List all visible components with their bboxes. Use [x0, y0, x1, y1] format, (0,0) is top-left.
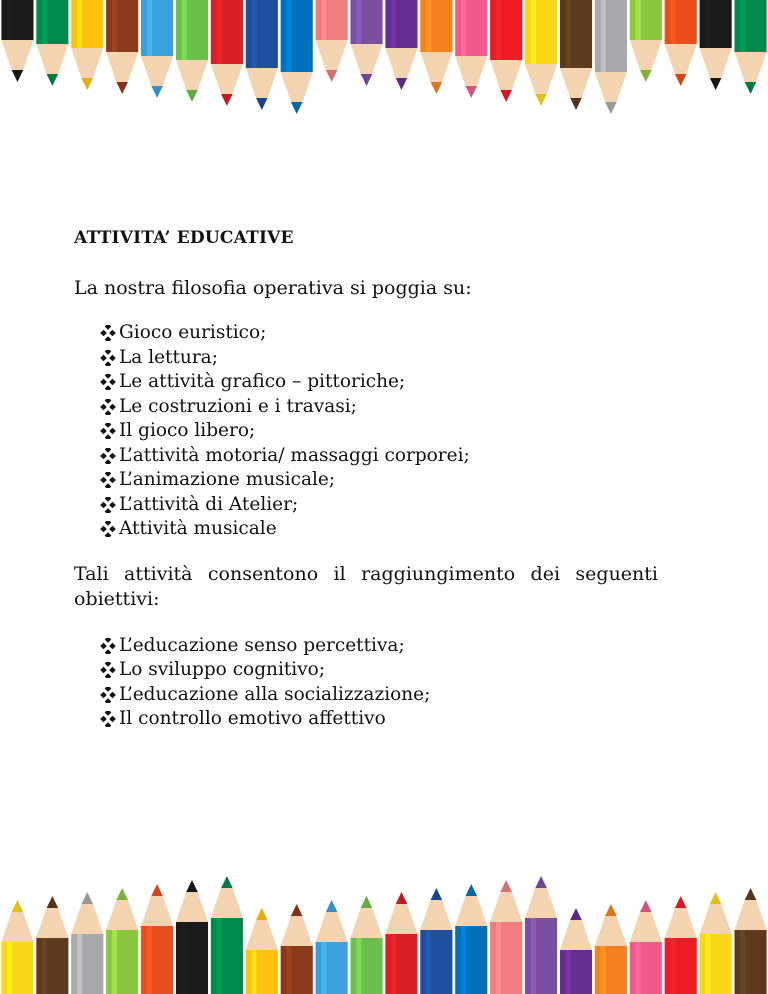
- intro-text: La nostra filosofia operativa si poggia su:: [74, 277, 472, 299]
- top-pencils-band: [0, 0, 768, 140]
- list-item: [100, 683, 658, 708]
- pencil-icon: [246, 908, 278, 994]
- pencil-icon: [490, 0, 522, 102]
- pencil-icon: [316, 0, 348, 82]
- pencil-icon: [176, 880, 208, 994]
- pencil-icon: [106, 888, 138, 994]
- list-item: [100, 468, 658, 493]
- four-diamond-bullet-icon: [100, 472, 116, 488]
- pencil-icon: [211, 876, 243, 994]
- list-item-text: Le attività grafico – pittoriche;: [119, 371, 406, 392]
- pencil-icon: [630, 0, 662, 82]
- four-diamond-bullet-icon: [100, 662, 116, 678]
- list-item-text: L’educazione senso percettiva;: [119, 634, 405, 656]
- pencil-icon: [1, 900, 33, 994]
- list-item-text: Il gioco libero;: [119, 420, 256, 441]
- pencil-icon: [420, 0, 452, 94]
- pencil-icon: [71, 892, 103, 994]
- four-diamond-bullet-icon: [100, 638, 116, 654]
- pencil-icon: [350, 896, 382, 994]
- page-title: ATTIVITA’ EDUCATIVE: [74, 228, 294, 248]
- objectives-list: [100, 634, 658, 732]
- list-item-text: L’attività di Atelier;: [119, 493, 299, 515]
- list-item: [100, 707, 658, 732]
- four-diamond-bullet-icon: [100, 350, 116, 366]
- four-diamond-bullet-icon: [100, 374, 116, 390]
- activities-list: [100, 321, 658, 542]
- four-diamond-bullet-icon: [100, 325, 116, 341]
- four-diamond-bullet-icon: [100, 687, 116, 703]
- list-item-text: Lo sviluppo cognitivo;: [119, 659, 326, 680]
- list-item-text: Le costruzioni e i travasi;: [119, 395, 357, 417]
- pencil-icon: [385, 0, 417, 90]
- document-body: [74, 228, 658, 732]
- pencil-icon: [630, 900, 662, 994]
- pencil-icon: [700, 892, 732, 994]
- objectives-intro-text: Tali attività consentono il raggiungimento dei seguenti obiettivi:: [74, 562, 658, 610]
- pencil-icon: [316, 900, 348, 994]
- pencil-icon: [106, 0, 138, 94]
- list-item-text: L’attività motoria/ massaggi corporei;: [119, 444, 470, 466]
- four-diamond-bullet-icon: [100, 448, 116, 464]
- four-diamond-bullet-icon: [100, 497, 116, 513]
- pencil-icon: [525, 876, 557, 994]
- list-item: [100, 493, 658, 518]
- list-item: [100, 444, 658, 469]
- list-item-text: La lettura;: [119, 346, 218, 368]
- pencil-icon: [734, 888, 766, 994]
- pencil-icon: [281, 0, 313, 114]
- bottom-pencils-band: [0, 858, 768, 994]
- pencil-icon: [1, 0, 33, 82]
- pencil-icon: [385, 892, 417, 994]
- list-item-text: L’educazione alla socializzazione;: [119, 683, 431, 705]
- pencil-icon: [71, 0, 103, 90]
- list-item-text: Il controllo emotivo affettivo: [119, 708, 386, 729]
- pencil-icon: [176, 0, 208, 102]
- pencil-icon: [211, 0, 243, 106]
- pencil-icon: [350, 0, 382, 86]
- pencil-icon: [141, 0, 173, 98]
- list-item: [100, 634, 658, 659]
- four-diamond-bullet-icon: [100, 711, 116, 727]
- list-item-text: Attività musicale: [119, 518, 277, 539]
- four-diamond-bullet-icon: [100, 423, 116, 439]
- pencil-icon: [734, 0, 766, 94]
- pencil-icon: [420, 888, 452, 994]
- list-item-text: Gioco euristico;: [119, 322, 267, 343]
- pencil-icon: [560, 908, 592, 994]
- list-item: [100, 321, 658, 346]
- pencil-icon: [595, 904, 627, 994]
- pencil-icon: [455, 0, 487, 98]
- list-item: [100, 370, 658, 395]
- pencil-icon: [36, 0, 68, 86]
- pencil-icon: [141, 884, 173, 994]
- pencil-icon: [700, 0, 732, 90]
- four-diamond-bullet-icon: [100, 521, 116, 537]
- pencil-icon: [665, 0, 697, 86]
- pencil-icon: [490, 880, 522, 994]
- pencil-icon: [246, 0, 278, 110]
- pencil-icon: [595, 0, 627, 114]
- colored-pencils-row-icon: [0, 0, 768, 140]
- pencil-icon: [525, 0, 557, 106]
- pencil-icon: [455, 884, 487, 994]
- list-item: [100, 346, 658, 371]
- list-item: [100, 419, 658, 444]
- four-diamond-bullet-icon: [100, 399, 116, 415]
- list-item: [100, 395, 658, 420]
- pencil-icon: [36, 896, 68, 994]
- pencil-icon: [665, 896, 697, 994]
- pencil-icon: [560, 0, 592, 110]
- list-item-text: L’animazione musicale;: [119, 469, 336, 490]
- colored-pencils-row-icon: [0, 858, 768, 994]
- list-item: [100, 517, 658, 542]
- pencil-icon: [281, 904, 313, 994]
- list-item: [100, 658, 658, 683]
